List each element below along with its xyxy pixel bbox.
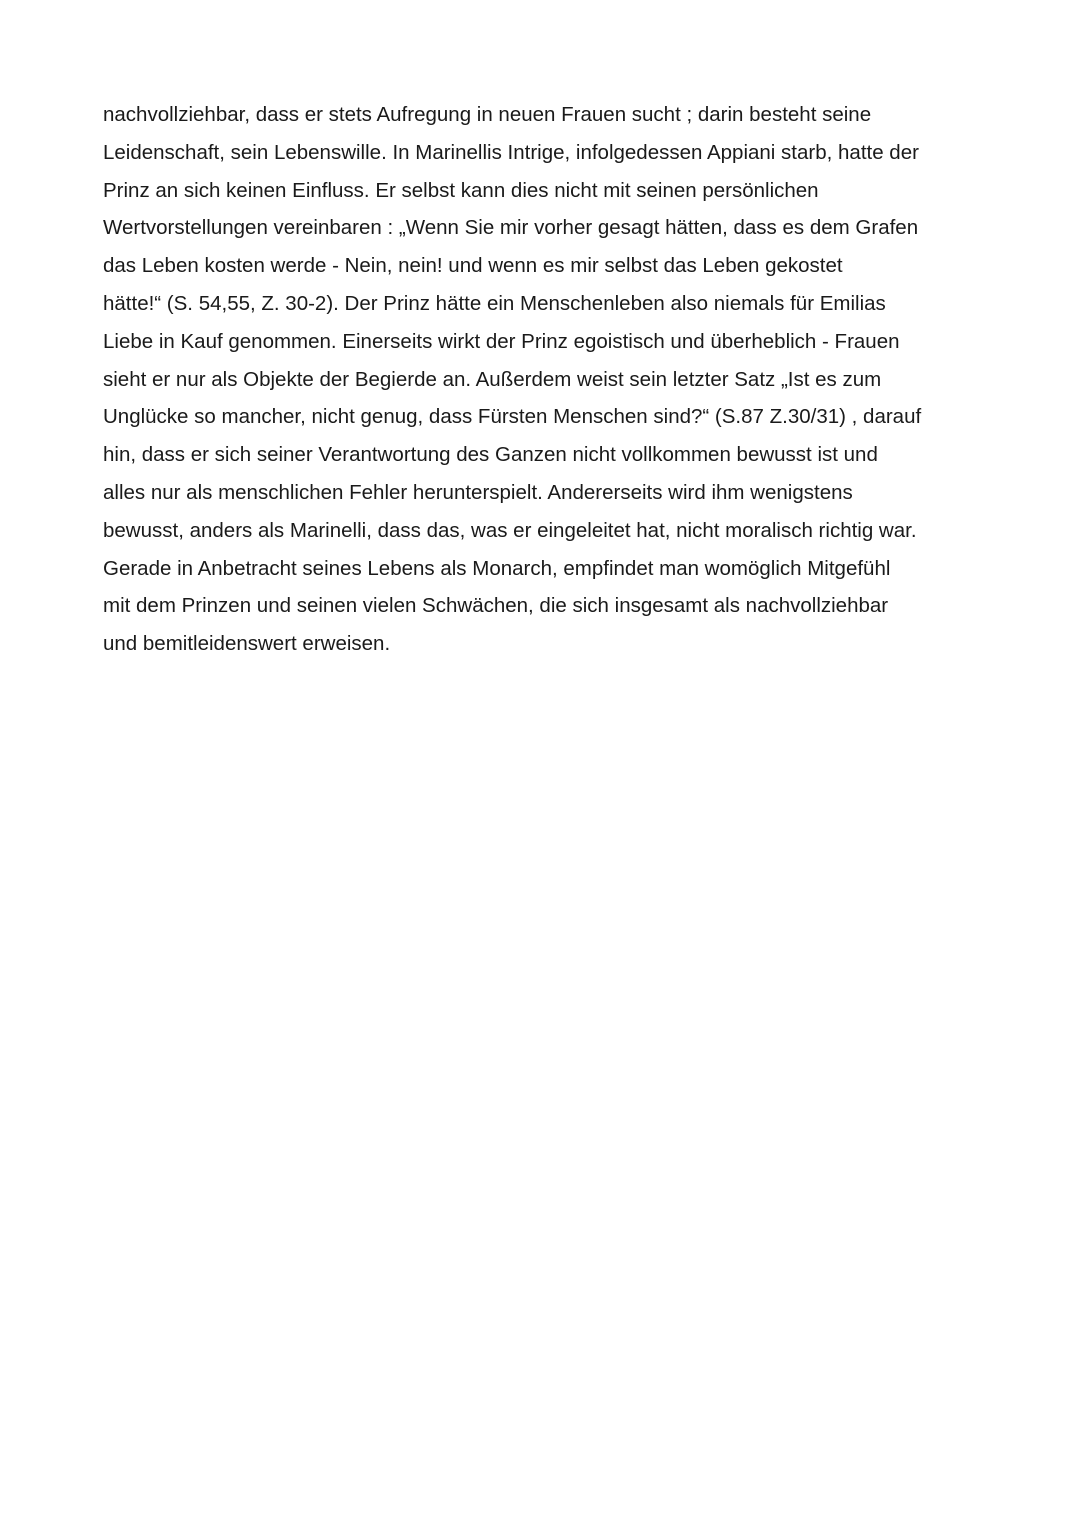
paragraph-line: Liebe in Kauf genommen. Einerseits wirkt der Prinz egoistisch und überheblich - Frauen xyxy=(103,329,900,353)
paragraph-line: Wertvorstellungen vereinbaren : „Wenn Sie mir vorher gesagt hätten, dass es dem Grafen xyxy=(103,216,919,240)
paragraph-line: und bemitleidenswert erweisen. xyxy=(103,632,391,656)
paragraph-line: bewusst, anders als Marinelli, dass das, was er eingeleitet hat, nicht moralisch richtig war. xyxy=(103,518,917,542)
paragraph-line: alles nur als menschlichen Fehler herunterspielt. Andererseits wird ihm wenigstens xyxy=(103,480,853,504)
paragraph-line: nachvollziehbar, dass er stets Aufregung in neuen Frauen sucht ; darin besteht seine xyxy=(103,103,872,126)
paragraph-line: hätte!“ (S. 54,55, Z. 30-2). Der Prinz hätte ein Menschenleben also niemals für Emilias xyxy=(103,291,886,315)
paragraph-line: hin, dass er sich seiner Verantwortung des Ganzen nicht vollkommen bewusst ist und xyxy=(103,443,878,467)
paragraph-line: sieht er nur als Objekte der Begierde an. Außerdem weist sein letzter Satz „Ist es zum xyxy=(103,367,882,391)
paragraph-line: Leidenschaft, sein Lebenswille. In Marinellis Intrige, infolgedessen Appiani starb, hatte der xyxy=(103,140,919,164)
paragraph-line: Gerade in Anbetracht seines Lebens als Monarch, empfindet man womöglich Mitgefühl xyxy=(103,556,891,580)
paragraph-line: Prinz an sich keinen Einfluss. Er selbst kann dies nicht mit seinen persönlichen xyxy=(103,178,819,202)
body-paragraph xyxy=(103,96,1003,663)
paragraph-line: Unglücke so mancher, nicht genug, dass Fürsten Menschen sind?“ (S.87 Z.30/31) , darauf xyxy=(103,405,922,429)
paragraph-line: mit dem Prinzen und seinen vielen Schwächen, die sich insgesamt als nachvollziehbar xyxy=(103,594,889,618)
paragraph-line: das Leben kosten werde - Nein, nein! und wenn es mir selbst das Leben gekostet xyxy=(103,254,843,278)
